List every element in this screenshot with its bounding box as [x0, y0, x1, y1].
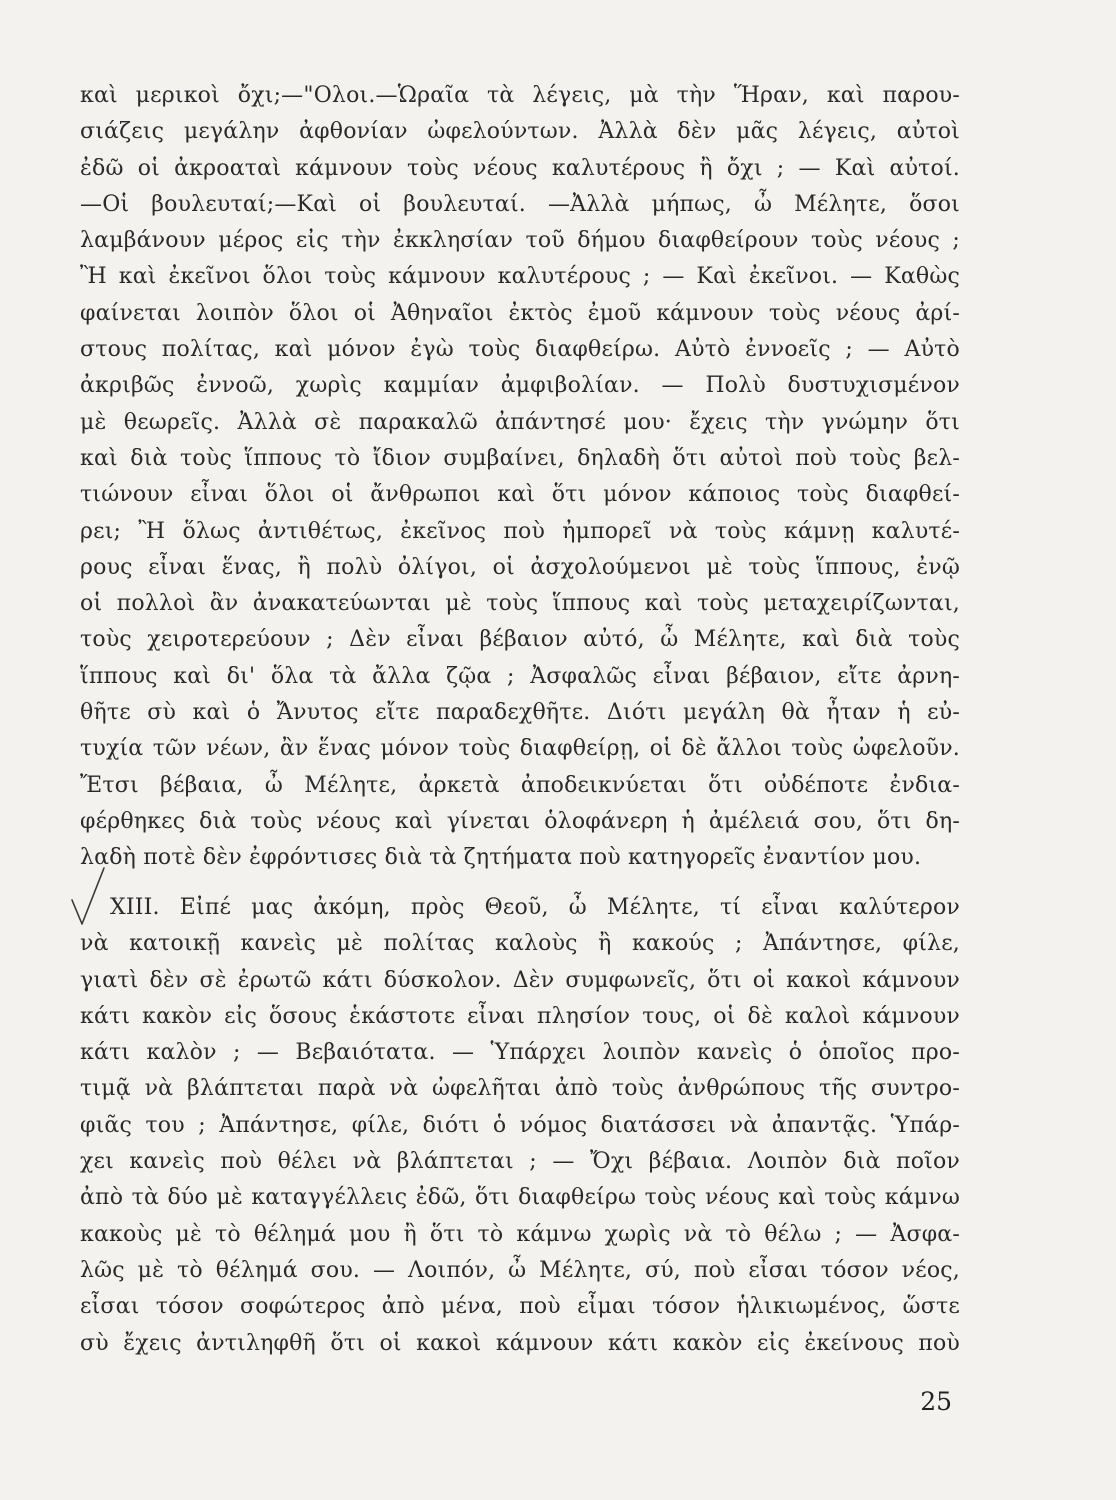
text-line: κακοὺς μὲ τὸ θέλημά μου ἢ ὅτι τὸ κάμνω χωρὶς νὰ τὸ θέλω ; — Ἀσφα-: [80, 1221, 960, 1247]
text-line: νὰ κατοικῇ κανεὶς μὲ πολίτας καλοὺς ἢ κακούς ; Ἀπάντησε, φίλε,: [80, 931, 960, 957]
text-line: φαίνεται λοιπὸν ὅλοι οἱ Ἀθηναῖοι ἐκτὸς ἐμοῦ κάμνουν τοὺς νέους ἀρί-: [80, 300, 960, 326]
text-line: γιατὶ δὲν σὲ ἐρωτῶ κάτι δύσκολον. Δὲν συμφωνεῖς, ὅτι οἱ κακοὶ κάμνουν: [80, 967, 960, 993]
text-line: ρει; Ἢ ὅλως ἀντιθέτως, ἐκεῖνος ποὺ ἠμπορεῖ νὰ τοὺς κάμνῃ καλυτέ-: [80, 518, 960, 544]
text-line: Ἢ καὶ ἐκεῖνοι ὅλοι τοὺς κάμνουν καλυτέρους ; — Καὶ ἐκεῖνοι. — Καθὼς: [80, 264, 960, 290]
text-line: Ἔτσι βέβαια, ὦ Μέλητε, ἀρκετὰ ἀποδεικνύεται ὅτι οὐδέποτε ἐνδια-: [80, 772, 960, 798]
text-line: σὺ ἔχεις ἀντιληφθῆ ὅτι οἱ κακοὶ κάμνουν κάτι κακὸν εἰς ἐκείνους ποὺ: [80, 1330, 960, 1356]
text-line: λαμβάνουν μέρος εἰς τὴν ἐκκλησίαν τοῦ δήμου διαφθείρουν τοὺς νέους ;: [80, 228, 960, 254]
text-line: σιάζεις μεγάλην ἀφθονίαν ὠφελούντων. Ἀλλὰ δὲν μᾶς λέγεις, αὐτοὶ: [80, 119, 960, 145]
text-line: ἀπὸ τὰ δύο μὲ καταγγέλλεις ἐδῶ, ὅτι διαφθείρω τοὺς νέους καὶ τοὺς κάμνω: [80, 1185, 960, 1211]
text-line: —Οἱ βουλευταί;—Καὶ οἱ βουλευταί. —Ἀλλὰ μήπως, ὦ Μέλητε, ὅσοι: [80, 191, 960, 217]
text-line: φέρθηκες διὰ τοὺς νέους καὶ γίνεται ὁλοφάνερη ἡ ἀμέλειά σου, ὅτι δη-: [80, 808, 960, 834]
text-line: τυχία τῶν νέων, ἂν ἕνας μόνον τοὺς διαφθείρῃ, οἱ δὲ ἄλλοι τοὺς ὠφελοῦν.: [80, 736, 960, 762]
text-line: τιώνουν εἶναι ὅλοι οἱ ἄνθρωποι καὶ ὅτι μόνον κάποιος τοὺς διαφθεί-: [80, 482, 960, 508]
paragraph-2-section-xiii: [80, 890, 960, 1362]
text-line: εἶσαι τόσον σοφώτερος ἀπὸ μένα, ποὺ εἶμαι τόσον ἡλικιωμένος, ὥστε: [80, 1294, 960, 1320]
text-line: ἵππους καὶ δι' ὅλα τὰ ἄλλα ζῷα ; Ἀσφαλῶς εἶναι βέβαιον, εἴτε ἀρνη-: [80, 663, 960, 689]
text-line: φιᾶς του ; Ἀπάντησε, φίλε, διότι ὁ νόμος διατάσσει νὰ ἀπαντᾷς. Ὑπάρ-: [80, 1112, 960, 1138]
text-line: κάτι κακὸν εἰς ὅσους ἑκάστοτε εἶναι πλησίον τους, οἱ δὲ καλοὶ κάμνουν: [80, 1003, 960, 1029]
text-line: οἱ πολλοὶ ἂν ἀνακατεύωνται μὲ τοὺς ἵππους καὶ τοὺς μεταχειρίζωνται,: [80, 591, 960, 617]
text-line: καὶ διὰ τοὺς ἵππους τὸ ἴδιον συμβαίνει, δηλαδὴ ὅτι αὐτοὶ ποὺ τοὺς βελ-: [80, 445, 960, 471]
text-line: στους πολίτας, καὶ μόνον ἐγὼ τοὺς διαφθείρω. Αὐτὸ ἐννοεῖς ; — Αὐτὸ: [80, 337, 960, 363]
text-line: ρους εἶναι ἕνας, ἢ πολὺ ὀλίγοι, οἱ ἀσχολούμενοι μὲ τοὺς ἵππους, ἐνῷ: [80, 554, 960, 580]
text-line: ἐδῶ οἱ ἀκροαταὶ κάμνουν τοὺς νέους καλυτέρους ἢ ὄχι ; — Καὶ αὐτοί.: [80, 155, 960, 181]
page-number: 25: [920, 1387, 952, 1416]
text-line: θῆτε σὺ καὶ ὁ Ἄνυτος εἴτε παραδεχθῆτε. Διότι μεγάλη θὰ ἦταν ἡ εὐ-: [80, 700, 960, 726]
text-line: μὲ θεωρεῖς. Ἀλλὰ σὲ παρακαλῶ ἀπάντησέ μου· ἔχεις τὴν γνώμην ὅτι: [80, 409, 960, 435]
text-line: λῶς μὲ τὸ θέλημά σου. — Λοιπόν, ὦ Μέλητε, σύ, ποὺ εἶσαι τόσον νέος,: [80, 1257, 960, 1283]
text-line: ἀκριβῶς ἐννοῶ, χωρὶς καμμίαν ἀμφιβολίαν. — Πολὺ δυστυχισμένον: [80, 373, 960, 399]
text-line: τιμᾷ νὰ βλάπτεται παρὰ νὰ ὠφελῆται ἀπὸ τοὺς ἀνθρώπους τῆς συντρο-: [80, 1076, 960, 1102]
paragraph-1: [80, 78, 960, 877]
text-line: κάτι καλὸν ; — Βεβαιότατα. — Ὑπάρχει λοιπὸν κανεὶς ὁ ὁποῖος προ-: [80, 1040, 960, 1066]
text-line: χει κανεὶς ποὺ θέλει νὰ βλάπτεται ; — Ὄχι βέβαια. Λοιπὸν διὰ ποῖον: [80, 1149, 960, 1175]
text-line: τοὺς χειροτερεύουν ; Δὲν εἶναι βέβαιον αὐτό, ὦ Μέλητε, καὶ διὰ τοὺς: [80, 627, 960, 653]
text-line: λαδὴ ποτὲ δὲν ἐφρόντισες διὰ τὰ ζητήματα ποὺ κατηγορεῖς ἐναντίον μου.: [80, 845, 922, 871]
text-line: XIII. Εἰπέ μας ἀκόμη, πρὸς Θεοῦ, ὦ Μέλητε, τί εἶναι καλύτερον: [110, 895, 960, 920]
text-line: καὶ μερικοὶ ὄχι;—"Ολοι.—Ὡραῖα τὰ λέγεις, μὰ τὴν Ἥραν, καὶ παρου-: [80, 83, 960, 108]
